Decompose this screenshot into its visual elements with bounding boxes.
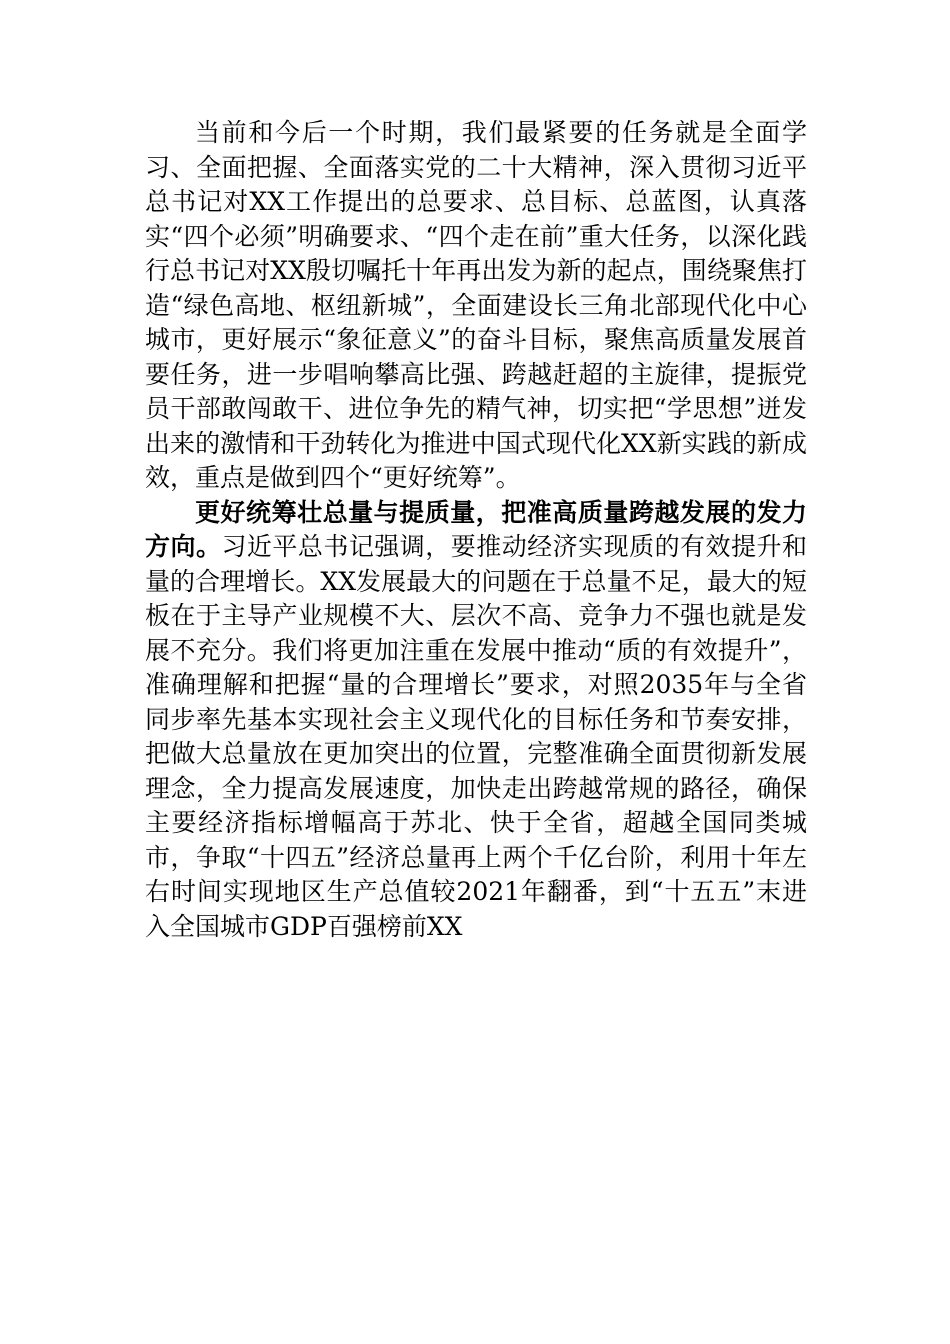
paragraph-intro	[145, 116, 807, 496]
document-page	[145, 116, 807, 944]
paragraph-first-point-text: 习近平总书记强调，要推动经济实现质的有效提升和量的合理增长。XX发展最大的问题在于总量不足，最大的短板在于主导产业规模不大、层次不高、竞争力不强也就是发展不充分。我们将更加注重在发展中推动“质的有效提升”，准确理解和把握“量的合理增长”要求，对照2035年与全省同步率先基本实现社会主义现代化的目标任务和节奏安排，把做大总量放在更加突出的位置，完整准确全面贯彻新发展理念，全力提高发展速度，加快走出跨越常规的路径，确保主要经济指标增幅高于苏北、快于全省，超越全国同类城市，争取“十四五”经济总量再上两个千亿台阶，利用十年左右时间实现地区生产总值较2021年翻番，到“十五五”末进入全国城市GDP百强榜前XX	[145, 532, 807, 941]
paragraph-first-point	[145, 496, 807, 945]
paragraph-first-point-heading: 更好统筹壮总量与提质量，把准高质量跨越发展的发力方向。	[145, 497, 807, 561]
paragraph-intro-text: 当前和今后一个时期，我们最紧要的任务就是全面学习、全面把握、全面落实党的二十大精神，深入贯彻习近平总书记对XX工作提出的总要求、总目标、总蓝图，认真落实“四个必须”明确要求、“四个走在前”重大任务，以深化践行总书记对XX殷切嘱托十年再出发为新的起点，围绕聚焦打造“绿色高地、枢纽新城”，全面建设长三角北部现代化中心城市，更好展示“象征意义”的奋斗目标，聚焦高质量发展首要任务，进一步唱响攀高比强、跨越赶超的主旋律，提振党员干部敢闯敢干、进位争先的精气神，切实把“学思想”迸发出来的激情和干劲转化为推进中国式现代化XX新实践的新成效，重点是做到四个“更好统筹”。	[145, 118, 807, 492]
